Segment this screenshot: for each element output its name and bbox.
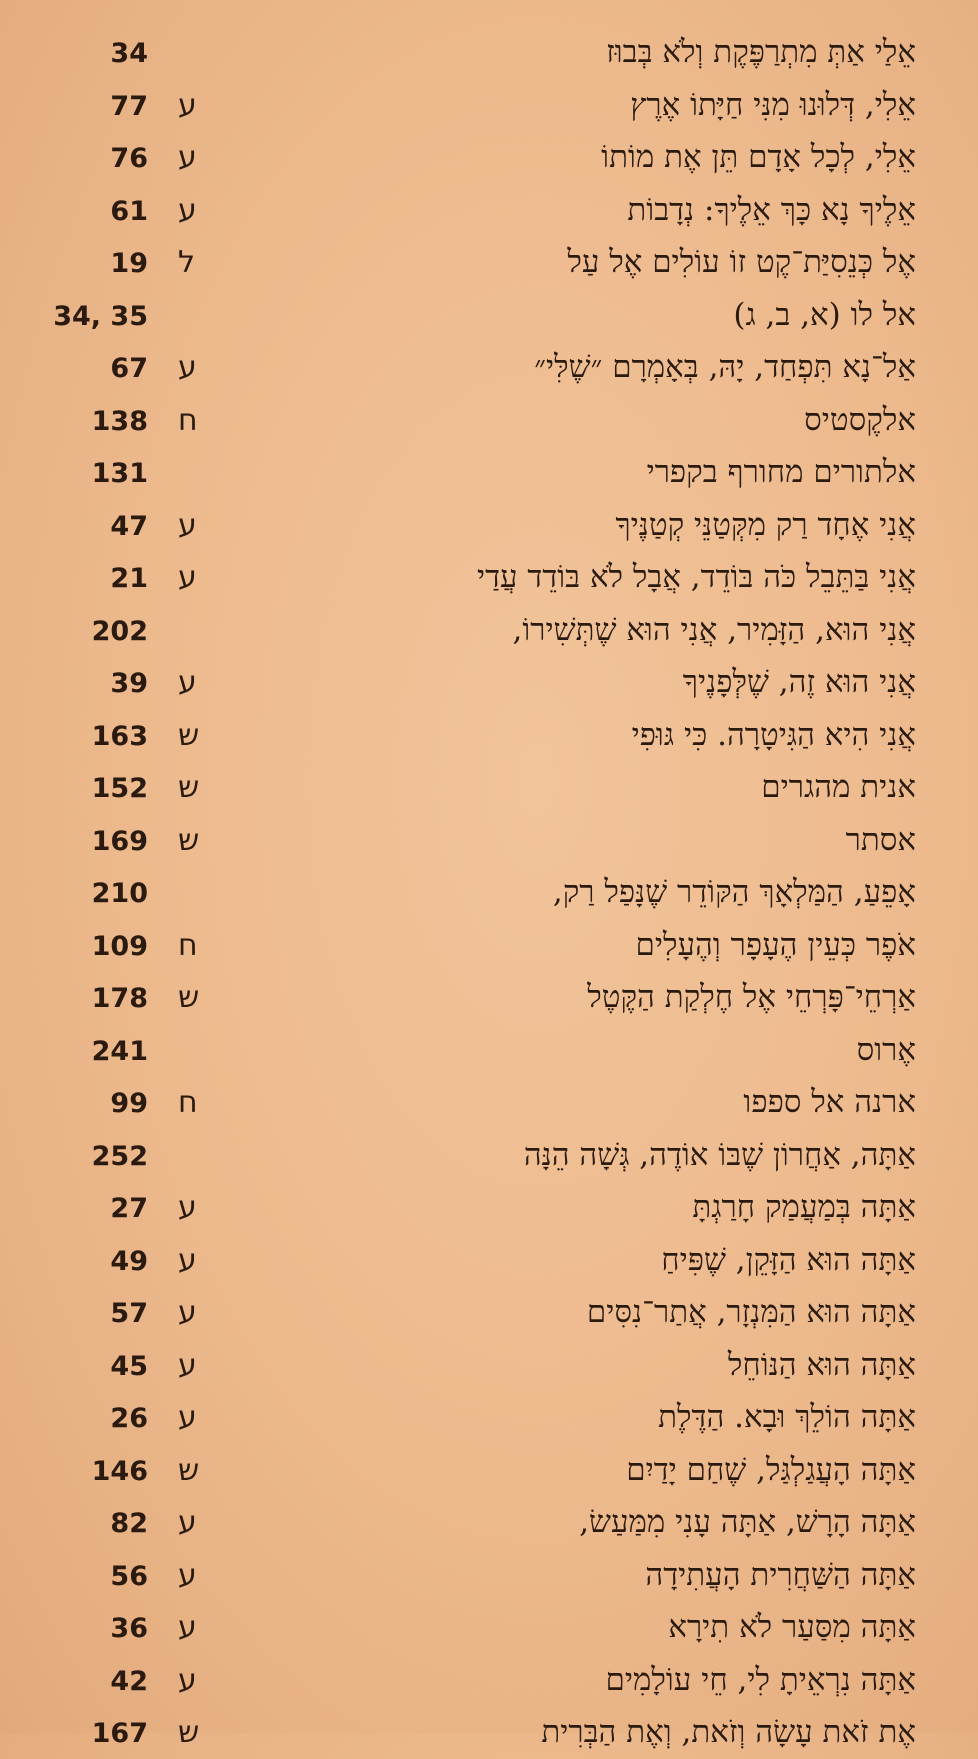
index-entry xyxy=(0,761,978,814)
entry-page-number: 138 xyxy=(91,405,148,437)
entry-page-number: 146 xyxy=(91,1455,148,1487)
entry-section-code: ע xyxy=(178,1610,197,1645)
entry-section-code: ע xyxy=(178,1662,197,1698)
index-entry xyxy=(0,289,978,342)
entry-section-code: ח xyxy=(178,927,198,963)
entry-section-code: ע xyxy=(178,1557,197,1593)
entry-title: אֵלִי, לְכָל אָדָם תֵּן אֶת מוֹתוֹ xyxy=(601,139,916,175)
entry-page-number: 178 xyxy=(91,983,148,1014)
index-entry xyxy=(0,1391,978,1444)
entry-title: אֶל כְּנֵסִיַּת־קֶט זוֹ עוֹלִים אֶל עַל xyxy=(567,244,916,280)
index-entry xyxy=(0,79,978,132)
entry-title: אַתָּה הוּא הַנּוֹחֵל xyxy=(727,1346,916,1383)
entry-title: אֶת זֹאת עָשָׂה וְזֹאת, וְאֶת הַבְּרִית xyxy=(541,1714,916,1750)
entry-title: אֵלִי, דְּלוּנוּ מִנִּי חַיָּתוֹ אֶרֶץ xyxy=(630,86,916,123)
entry-section-code: ע xyxy=(178,140,197,175)
index-entry xyxy=(0,394,978,447)
index-entry xyxy=(0,236,978,289)
entry-page-number: 241 xyxy=(91,1035,148,1067)
entry-section-code: ש xyxy=(178,980,200,1015)
index-entry xyxy=(0,1129,978,1182)
index-entry xyxy=(0,866,978,919)
index-entry xyxy=(0,1444,978,1497)
index-entry xyxy=(0,604,978,657)
entry-title: אֲנִי הִיא הַגִּיטָרָה. כִּי גּוּפִי xyxy=(631,716,916,753)
entry-page-number: 19 xyxy=(110,248,148,279)
entry-title: אַל־נָא תִּפְחַד, יָהּ, בְּאָמְרָם ״שֶׁלִּי״ xyxy=(534,349,916,385)
entry-title: אַתָּה, אַחֲרוֹן שֶׁבּוֹ אוֹדֶה, גְּשָׁה הֵנָּה xyxy=(523,1136,916,1173)
entry-title: אֲנִי הוּא, הַזָּמִיר, אֲנִי הוּא שֶׁתְּשִׁירוֹ, xyxy=(512,611,916,648)
index-entry xyxy=(0,131,978,184)
index-entry xyxy=(0,1181,978,1234)
entry-title: אַתָּה הוּא הַזָּקֵן, שֶׁפִּיחַ xyxy=(661,1241,916,1278)
entry-section-code: ש xyxy=(178,1452,200,1488)
entry-title: אֲנִי אֶחָד רַק מִקְּטַנֵּי קְטַנֶּיךָ xyxy=(615,506,916,543)
entry-page-number: 42 xyxy=(110,1665,148,1697)
entry-title: אנית מהגרים xyxy=(761,769,916,805)
entry-section-code: ע xyxy=(178,1505,197,1540)
entry-section-code: ח xyxy=(178,1085,198,1120)
entry-page-number: 27 xyxy=(110,1193,148,1224)
entry-page-number: 67 xyxy=(110,353,148,384)
entry-page-number: 252 xyxy=(91,1140,148,1172)
entry-page-number: 21 xyxy=(110,563,148,594)
entry-page-number: 49 xyxy=(110,1245,148,1277)
entry-page-number: 202 xyxy=(91,615,148,647)
index-entry xyxy=(0,1496,978,1549)
entry-title: אַתָּה הַשַּׁחֲרִית הָעֲתִידָה xyxy=(645,1556,916,1593)
entry-page-number: 26 xyxy=(110,1403,148,1434)
entry-page-number: 109 xyxy=(91,930,148,962)
entry-title: אַתָּה מִסַּעַר לֹא תִירָא xyxy=(668,1609,916,1645)
entry-page-number: 47 xyxy=(110,510,148,542)
index-entry xyxy=(0,814,978,867)
entry-section-code: ש xyxy=(178,1715,200,1750)
index-entry xyxy=(0,1601,978,1654)
entry-page-number: 34, 35 xyxy=(53,300,148,332)
index-entry xyxy=(0,499,978,552)
entry-section-code: ע xyxy=(178,1400,197,1435)
entry-title: אַתָּה נִרְאֵיתָ לִי, חֵי עוֹלָמִים xyxy=(605,1661,916,1698)
entry-section-code: ש xyxy=(178,822,200,858)
entry-page-number: 76 xyxy=(110,143,148,174)
index-entry xyxy=(0,1549,978,1602)
entry-section-code: ל xyxy=(178,245,196,280)
entry-title: אֲנִי הוּא זֶה, שֶׁלְּפָנֶיךָ xyxy=(682,664,916,700)
entry-title: ארנה אל ספפו xyxy=(743,1084,916,1120)
index-entry xyxy=(0,184,978,237)
index-entry xyxy=(0,919,978,972)
entry-section-code: ע xyxy=(178,507,197,543)
entry-title: אל לו (א, ב, ג) xyxy=(733,296,916,333)
index-entry xyxy=(0,656,978,709)
entry-section-code: ע xyxy=(178,665,197,700)
index-list xyxy=(0,26,978,1759)
index-entry xyxy=(0,1286,978,1339)
entry-page-number: 56 xyxy=(110,1560,148,1592)
index-entry xyxy=(0,551,978,604)
entry-section-code: ע xyxy=(178,1347,197,1383)
entry-page-number: 152 xyxy=(91,773,148,804)
index-entry xyxy=(0,1706,978,1759)
entry-section-code: ע xyxy=(178,560,197,595)
entry-page-number: 45 xyxy=(110,1350,148,1382)
index-entry xyxy=(0,446,978,499)
index-entry xyxy=(0,341,978,394)
entry-section-code: ש xyxy=(178,717,200,753)
entry-section-code: ע xyxy=(178,192,197,228)
entry-page-number: 169 xyxy=(91,825,148,857)
entry-page-number: 167 xyxy=(91,1718,148,1749)
entry-title: אַתָּה הוּא הַמִּנְזָר, אֲתַר־נִסִּים xyxy=(586,1294,916,1330)
entry-title: אלתורים מחורף בקפרי xyxy=(646,454,916,490)
entry-section-code: ע xyxy=(178,1295,197,1330)
index-entry xyxy=(0,26,978,79)
index-entry xyxy=(0,1234,978,1287)
index-entry xyxy=(0,1076,978,1129)
entry-title: אֲנִי בַּתֵּבֵל כֹּה בּוֹדֵד, אֲבָל לֹא בּוֹדֵד עֲדַי xyxy=(476,559,916,595)
entry-section-code: ע xyxy=(178,350,197,385)
entry-section-code: ש xyxy=(178,770,200,805)
entry-title: אַרְחֵי־פָּרְחֵי אֶל חֶלְקַת הַקֶּטֶל xyxy=(587,979,916,1015)
entry-page-number: 57 xyxy=(110,1298,148,1329)
index-entry xyxy=(0,709,978,762)
entry-title: אַתָּה הוֹלֵךְ וּבָא. הַדֶּלֶת xyxy=(658,1399,916,1435)
entry-page-number: 39 xyxy=(110,668,148,699)
index-entry xyxy=(0,1654,978,1707)
entry-page-number: 36 xyxy=(110,1613,148,1644)
entry-title: אַתָּה הָרָשׁ, אַתָּה עָנִי מִמַּעַשׂ, xyxy=(579,1504,916,1540)
entry-title: אלקֶסטיס xyxy=(804,401,916,438)
entry-page-number: 99 xyxy=(110,1088,148,1119)
entry-page-number: 77 xyxy=(110,90,148,122)
entry-page-number: 210 xyxy=(91,878,148,909)
entry-page-number: 61 xyxy=(110,195,148,227)
entry-page-number: 163 xyxy=(91,720,148,752)
entry-section-code: ע xyxy=(178,87,197,123)
entry-title: אסתר xyxy=(845,821,916,858)
entry-title: אֹפֶר כְּעֵין הֶעָפָר וְהֶעָלִים xyxy=(635,926,916,963)
entry-page-number: 82 xyxy=(110,1508,148,1539)
entry-page-number: 34 xyxy=(110,38,148,69)
index-entry xyxy=(0,971,978,1024)
entry-page-number: 131 xyxy=(91,458,148,489)
entry-section-code: ח xyxy=(178,402,198,438)
index-entry xyxy=(0,1339,978,1392)
entry-title: אֵלַי אַתְּ מִתְרַפֶּקֶת וְלֹא בְּבוּז xyxy=(606,34,916,70)
entry-title: אָפֵעַ, הַמַּלְאָךְ הַקּוֹדֵר שֶׁנָּפַל רַק, xyxy=(552,874,916,910)
entry-title: אֶרוס xyxy=(856,1031,916,1068)
index-entry xyxy=(0,1024,978,1077)
entry-section-code: ע xyxy=(178,1190,197,1225)
entry-title: אַתָּה בְּמַעֲמַק חָרַגְתָּ xyxy=(692,1189,916,1225)
entry-title: אֵלֶיךָ נָא כָּךְ אֵלֶיךָ: נְדָבוֹת xyxy=(627,191,916,228)
entry-title: אַתָּה הָעֲגַלְגַּל, שֶׁחַם יָדַיִם xyxy=(626,1451,916,1488)
entry-section-code: ע xyxy=(178,1242,197,1278)
